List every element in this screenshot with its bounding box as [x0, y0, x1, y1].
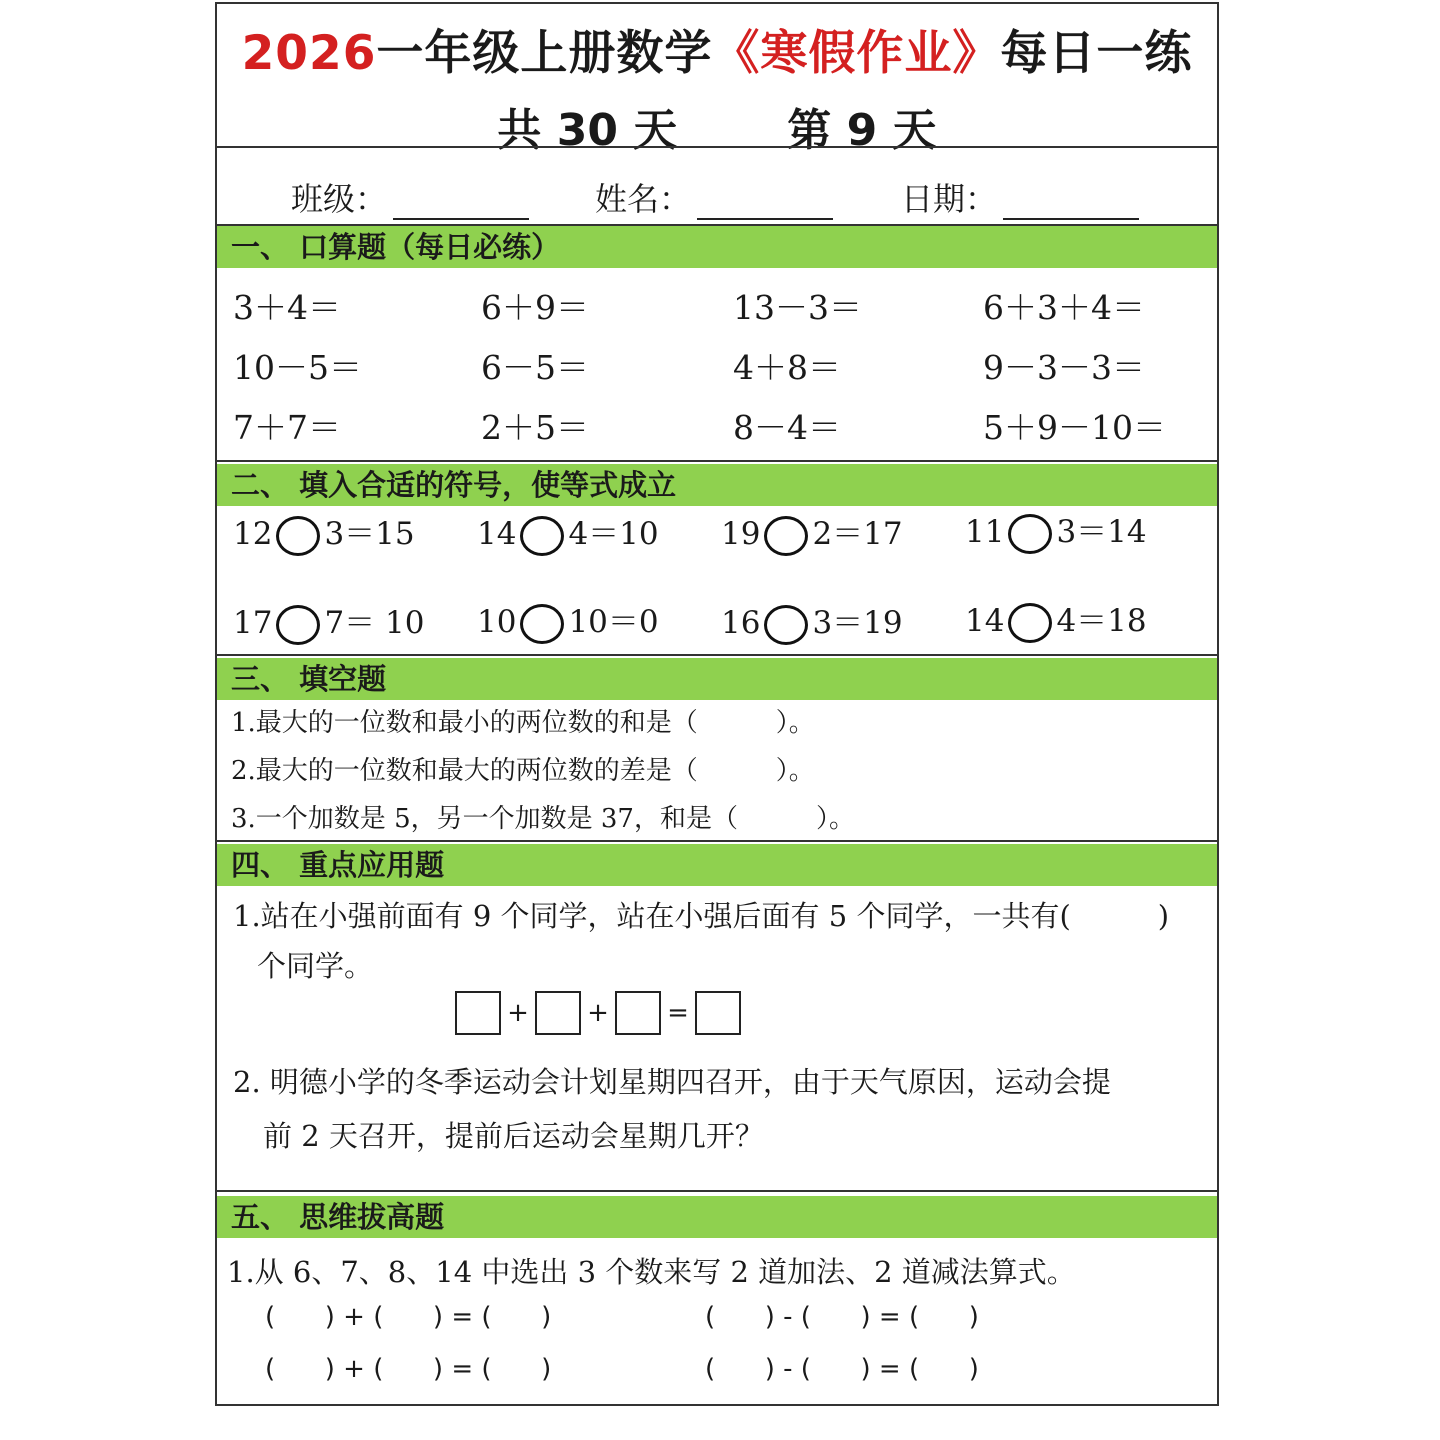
plus-sign: + — [507, 998, 529, 1028]
answer-circle[interactable] — [764, 605, 808, 645]
answer-box[interactable] — [455, 991, 501, 1035]
application-question-1-cont: 个同学。 — [257, 949, 374, 983]
answer-box[interactable] — [695, 991, 741, 1035]
name-blank[interactable] — [697, 188, 833, 220]
title-book: 《寒假作业》 — [712, 26, 1001, 81]
fill-question: 1.最大的一位数和最小的两位数的和是（ ）。 — [231, 708, 815, 738]
oral-problem: 10－5＝ — [233, 348, 362, 387]
title-tail: 每日一练 — [1000, 26, 1193, 81]
section-header-symbols: 二、 填入合适的符号，使等式成立 — [217, 464, 1217, 506]
name-label: 姓名： — [595, 180, 692, 218]
oral-problem: 5＋9－10＝ — [983, 408, 1166, 447]
application-question-2-cont: 前 2 天召开，提前后运动会星期几开？ — [263, 1119, 764, 1153]
fill-question: 3.一个加数是 5，另一个加数是 37，和是（ ）。 — [231, 804, 855, 834]
oral-problem: 6－5＝ — [481, 348, 589, 387]
date-blank[interactable] — [1003, 188, 1139, 220]
divider — [217, 460, 1217, 462]
plus-sign: + — [587, 998, 609, 1028]
current-day: 第 9 天 — [787, 105, 937, 156]
divider — [217, 1190, 1217, 1192]
application-question-2: 2. 明德小学的冬季运动会计划星期四召开，由于天气原因，运动会提 — [233, 1065, 1111, 1099]
date-label: 日期： — [901, 180, 998, 218]
equation-boxes — [455, 989, 741, 1037]
divider — [217, 146, 1217, 148]
answer-box[interactable] — [535, 991, 581, 1035]
oral-problem: 6＋3＋4＝ — [983, 288, 1145, 327]
divider — [217, 654, 1217, 656]
oral-problem: 3＋4＝ — [233, 288, 341, 327]
answer-circle[interactable] — [764, 516, 808, 556]
oral-problem: 6＋9＝ — [481, 288, 589, 327]
equals-sign: = — [667, 998, 689, 1028]
oral-problem: 4＋8＝ — [733, 348, 841, 387]
name-field — [595, 174, 833, 220]
symbol-problem: 17 7＝ 10 — [233, 601, 424, 645]
worksheet-title — [217, 16, 1217, 83]
thinking-question-1: 1.从 6、7、8、14 中选出 3 个数来写 2 道加法、2 道减法算式。 — [227, 1255, 1076, 1289]
symbol-problem: 14 4＝10 — [477, 512, 659, 556]
worksheet — [215, 2, 1219, 1406]
oral-problem: 9－3－3＝ — [983, 348, 1145, 387]
section-header-fill: 三、 填空题 — [217, 658, 1217, 700]
section-header-thinking: 五、 思维拔高题 — [217, 1196, 1217, 1238]
oral-problem: 13－3＝ — [733, 288, 862, 327]
answer-circle[interactable] — [276, 516, 320, 556]
title-grade: 一年级上册数学 — [376, 26, 713, 81]
total-days: 共 30 天 — [497, 105, 678, 156]
symbol-problem: 14 4＝18 — [965, 599, 1147, 643]
answer-circle[interactable] — [1008, 603, 1052, 643]
date-field — [901, 174, 1139, 220]
class-field — [291, 174, 529, 220]
symbol-problem: 11 3＝14 — [965, 510, 1147, 554]
fill-question: 2.最大的一位数和最大的两位数的差是（ ）。 — [231, 756, 815, 786]
class-label: 班级： — [291, 180, 388, 218]
answer-circle[interactable] — [520, 516, 564, 556]
oral-problem: 7＋7＝ — [233, 408, 341, 447]
symbol-problem: 19 2＝17 — [721, 512, 903, 556]
day-counter — [217, 94, 1217, 158]
symbol-problem: 16 3＝19 — [721, 601, 903, 645]
section-header-oral: 一、 口算题（每日必练） — [217, 226, 1217, 268]
addition-equation: ( ) + ( ) = ( ) — [265, 1354, 552, 1384]
subtraction-equation: ( ) - ( ) = ( ) — [705, 1354, 979, 1384]
divider — [217, 840, 1217, 842]
section-header-application: 四、 重点应用题 — [217, 844, 1217, 886]
answer-circle[interactable] — [276, 605, 320, 645]
answer-box[interactable] — [615, 991, 661, 1035]
oral-problem: 8－4＝ — [733, 408, 841, 447]
title-year: 2026 — [241, 26, 377, 81]
answer-circle[interactable] — [1008, 514, 1052, 554]
oral-problem: 2＋5＝ — [481, 408, 589, 447]
symbol-problem: 10 10＝0 — [477, 600, 659, 644]
class-blank[interactable] — [393, 188, 529, 220]
subtraction-equation: ( ) - ( ) = ( ) — [705, 1302, 979, 1332]
answer-circle[interactable] — [520, 604, 564, 644]
symbol-problem: 12 3＝15 — [233, 512, 415, 556]
addition-equation: ( ) + ( ) = ( ) — [265, 1302, 552, 1332]
application-question-1: 1.站在小强前面有 9 个同学，站在小强后面有 5 个同学，一共有( ) — [233, 899, 1170, 933]
